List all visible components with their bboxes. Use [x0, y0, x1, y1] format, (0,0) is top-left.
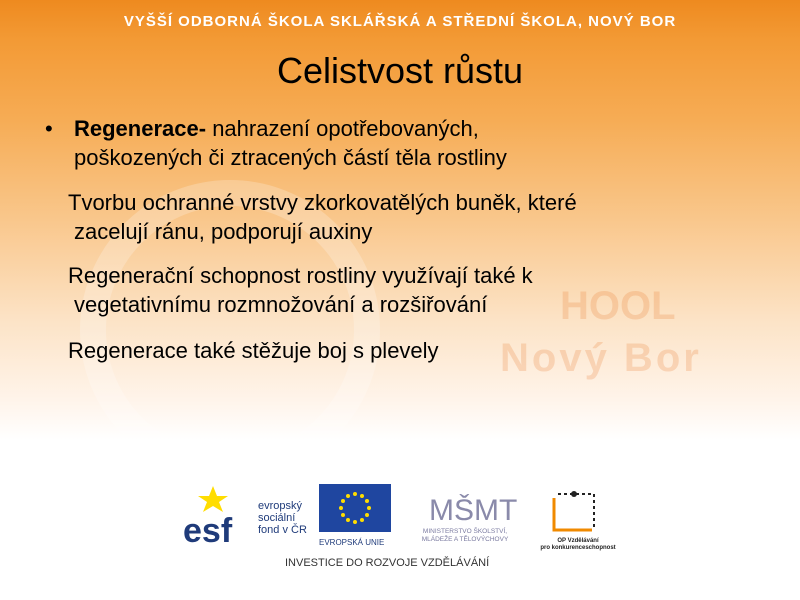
p2-line2: zacelují ránu, podporují auxiny	[74, 219, 373, 244]
term-bold: Regenerace-	[74, 116, 207, 141]
esf-line: evropský	[258, 500, 303, 512]
p2-line1: Tvorbu ochranné vrstvy zkorkovatělých buněk, které	[68, 190, 577, 215]
esf-caption	[258, 500, 307, 536]
watermark-text-1: HOOL	[560, 284, 676, 328]
esf-mark: esf	[183, 512, 233, 550]
op-line: OP Vzdělávání	[557, 538, 599, 544]
paragraph-2	[68, 188, 768, 246]
paragraph-4	[68, 336, 768, 365]
bullet-paragraph-1	[45, 114, 745, 172]
p1-line2: poškozených či ztracených částí těla rostliny	[74, 145, 507, 170]
p3-line2: vegetativnímu rozmnožování a rozšiřování	[74, 292, 488, 317]
msmt-caption	[400, 528, 530, 544]
op-caption	[533, 538, 623, 552]
p1-rest: nahrazení opotřebovaných,	[206, 116, 479, 141]
bullet-icon: •	[45, 116, 53, 141]
msmt-line: MINISTERSTVO ŠKOLSTVÍ,	[422, 528, 508, 535]
p4-line1: Regenerace také stěžuje boj s plevely	[68, 338, 439, 363]
logo-strip	[0, 470, 800, 600]
p3-line1: Regenerační schopnost rostliny využívají také k	[68, 263, 533, 288]
school-header: VYŠŠÍ ODBORNÁ ŠKOLA SKLÁŘSKÁ A STŘEDNÍ ŠKOLA, NOVÝ BOR	[123, 13, 677, 30]
esf-line: sociální	[258, 512, 296, 524]
watermark-text-2: Nový Bor	[500, 336, 702, 380]
esf-logo-icon	[183, 484, 253, 550]
paragraph-3	[68, 261, 768, 319]
eu-flag-icon	[319, 484, 391, 532]
msmt-mark: MŠMT	[429, 494, 518, 527]
investice-footer: INVESTICE DO ROZVOJE VZDĚLÁVÁNÍ	[285, 557, 490, 569]
op-logo-icon	[548, 484, 606, 540]
msmt-line: MLÁDEŽE A TĚLOVÝCHOVY	[421, 536, 509, 543]
slide-title: Celistvost růstu	[276, 50, 524, 91]
esf-line: fond v ČR	[258, 524, 307, 536]
op-line: pro konkurenceschopnost	[540, 545, 616, 551]
eu-label: EVROPSKÁ UNIE	[319, 538, 385, 547]
